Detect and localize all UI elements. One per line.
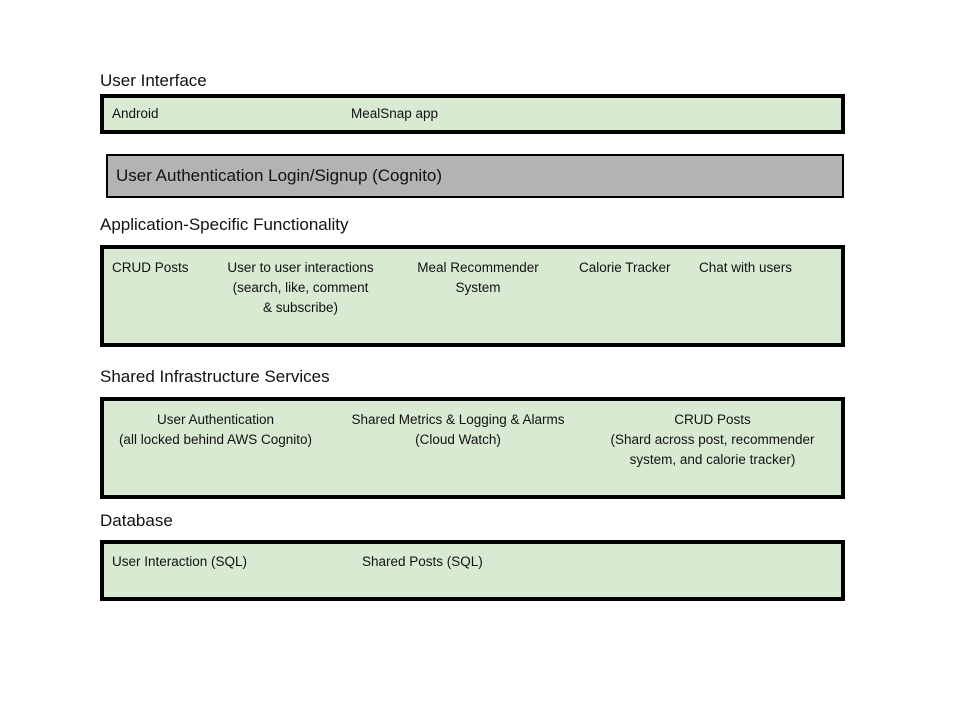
infra-item-crud-posts: CRUD Posts (Shard across post, recommender system, and calorie tracker) <box>610 412 815 467</box>
ui-item-android: Android <box>112 106 159 121</box>
user-interface-layer <box>100 94 845 134</box>
app-item-chat-with-users: Chat with users <box>699 260 793 275</box>
app-item-user-interactions: User to user interactions (search, like, comment & subscribe) <box>227 260 374 315</box>
db-item-user-interaction: User Interaction (SQL) <box>112 554 248 569</box>
section-label-app-specific: Application-Specific Functionality <box>100 215 349 234</box>
section-label-shared-infra: Shared Infrastructure Services <box>100 367 330 386</box>
shared-infra-layer <box>100 397 845 499</box>
app-item-crud-posts: CRUD Posts <box>112 260 189 275</box>
app-item-meal-recommender: Meal Recommender System <box>417 260 539 295</box>
auth-bar: User Authentication Login/Signup (Cognito) <box>106 154 844 198</box>
db-item-shared-posts: Shared Posts (SQL) <box>362 554 483 569</box>
infra-item-metrics-logging: Shared Metrics & Logging & Alarms (Cloud Watch) <box>351 412 565 447</box>
section-label-database: Database <box>100 511 173 530</box>
section-label-user-interface: User Interface <box>100 71 207 90</box>
app-item-calorie-tracker: Calorie Tracker <box>579 260 671 275</box>
database-layer <box>100 540 845 601</box>
ui-item-mealsnap-app: MealSnap app <box>351 106 439 121</box>
app-specific-layer <box>100 245 845 347</box>
infra-item-user-auth: User Authentication (all locked behind AWS Cognito) <box>118 412 313 447</box>
